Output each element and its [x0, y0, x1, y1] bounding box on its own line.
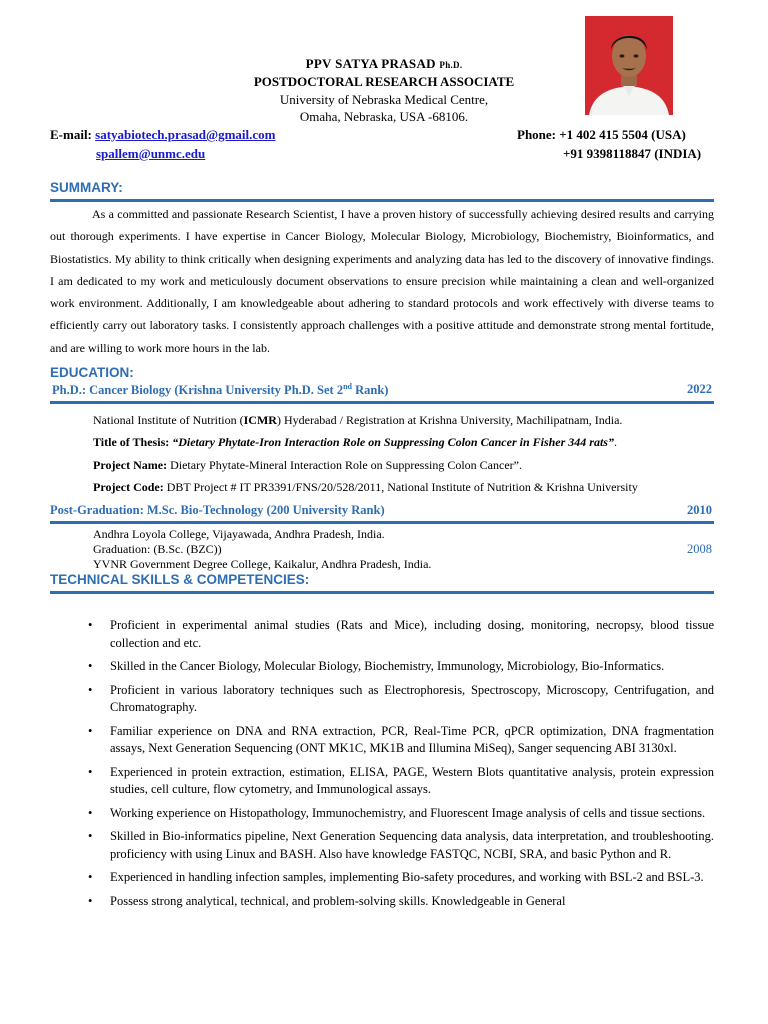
pg-year: 2010	[687, 503, 712, 517]
list-item: • Working experience on Histopathology, Immunochemistry, and Fluorescent Image analysis of cells and tissue sections.	[50, 805, 714, 823]
job-title: POSTDOCTORAL RESEARCH ASSOCIATE	[253, 74, 515, 89]
phone-india: +91 9398118847 (INDIA)	[563, 146, 702, 161]
list-item: • Proficient in experimental animal studies (Rats and Mice), including dosing, monitoring, necropsy, blood tissue collection and etc.	[50, 617, 714, 652]
phd-inst-suffix: ) Hyderabad / Registration at Krishna University, Machilipatnam, India.	[276, 413, 623, 427]
list-item: • Skilled in the Cancer Biology, Molecular Biology, Biochemistry, Immunology, Microbiology, Bio-Informatics.	[50, 658, 714, 676]
list-item: • Skilled in Bio-informatics pipeline, Next Generation Sequencing data analysis, data interpretation, and troubleshooting. proficiency with using Linux and BASH. Also have knowledge FASTQC, NCBI, SRA, and basic Python and R.	[50, 828, 714, 863]
email-label: E-mail:	[50, 127, 92, 142]
phd-heading-end: Rank)	[352, 383, 389, 398]
list-item: • Possess strong analytical, technical, and problem-solving skills. Knowledgeable in General	[50, 893, 714, 911]
list-item: • Experienced in protein extraction, estimation, ELISA, PAGE, Western Blots quantitative analysis, protein expression studies, cell culture, flow cytometry, and Immunological assays.	[50, 764, 714, 799]
degree-suffix: Ph.D.	[439, 60, 463, 70]
pg-college: Andhra Loyola College, Vijayawada, Andhra Pradesh, India.	[93, 527, 385, 541]
project-name-value: Dietary Phytate-Mineral Interaction Role on Suppressing Colon Cancer”.	[170, 458, 522, 472]
grad-heading: Graduation: (B.Sc. (BZC))	[93, 542, 222, 556]
phd-year: 2022	[687, 382, 712, 396]
education-heading: EDUCATION:	[50, 365, 134, 380]
pg-heading: Post-Graduation: M.Sc. Bio-Technology (200 University Rank)	[50, 503, 385, 517]
phone-row	[517, 127, 686, 143]
person-portrait-icon	[585, 16, 673, 115]
list-item: • Familiar experience on DNA and RNA extraction, PCR, Real-Time PCR, qPCR optimization, DNA fragmentation assays, Next Generation Sequencing (ONT MK1C, MK1B and Illumina MiSeq), Sanger sequencing ABI 3130xl.	[50, 723, 714, 758]
project-name	[93, 458, 522, 473]
phone-label: Phone:	[517, 127, 556, 142]
phd-institution	[93, 413, 622, 428]
name-text: PPV SATYA PRASAD	[305, 56, 436, 71]
phd-inst-bold: ICMR	[243, 413, 277, 427]
section-divider	[50, 521, 714, 524]
project-code-value: DBT Project # IT PR3391/FNS/20/528/2011, National Institute of Nutrition & Krishna University	[166, 480, 638, 494]
phd-rank-suffix: nd	[343, 382, 352, 391]
summary-text: As a committed and passionate Research Scientist, I have a proven history of successfully achieving desired results and carrying out thorough experiments. I have expertise in Cancer Biology, Molecular Biology, Microbiology, Biochemistry, Bioinformatics, and Biostatistics. My ability to think critically when designing experiments and analyzing data has led to the discovery of innovative findings. I am dedicated to my work and meticulously document observations to ensure precision while maintaining a clean and well-organized work environment. Additionally, I am knowledgeable about adhering to standard protocols and work effectively with diverse teams to efficiently carry out laboratory tasks. I consistently approach challenges with a positive attitude and demonstrate strong mental fortitude, and are willing to work more hours in the lab.	[50, 207, 714, 355]
thesis-value: “Dietary Phytate-Iron Interaction Role on Suppressing Colon Cancer in Fisher 344 rats”	[172, 435, 614, 449]
project-code-label: Project Code:	[93, 480, 164, 494]
phd-heading	[52, 382, 388, 398]
section-divider	[50, 199, 714, 202]
section-divider	[50, 401, 714, 404]
skills-heading: TECHNICAL SKILLS & COMPETENCIES:	[50, 572, 310, 587]
grad-year: 2008	[687, 542, 712, 556]
project-code	[93, 480, 638, 495]
list-item: • Proficient in various laboratory techniques such as Electrophoresis, Spectroscopy, Microscopy, Centrifugation, and Chromatography.	[50, 682, 714, 717]
list-item: • Experienced in handling infection samples, implementing Bio-safety procedures, and working with BSL-2 and BSL-3.	[50, 869, 714, 887]
summary-heading: SUMMARY:	[50, 180, 123, 195]
email-row	[50, 127, 276, 143]
grad-college: YVNR Government Degree College, Kaikalur, Andhra Pradesh, India.	[93, 557, 432, 571]
email-secondary-link[interactable]: spallem@unmc.edu	[96, 146, 206, 161]
thesis-label: Title of Thesis:	[93, 435, 170, 449]
section-divider	[50, 591, 714, 594]
thesis-title	[93, 435, 617, 450]
location: Omaha, Nebraska, USA -68106.	[299, 109, 469, 124]
phd-heading-text: Ph.D.: Cancer Biology (Krishna University Ph.D. Set 2	[52, 383, 344, 398]
thesis-end: .	[613, 435, 617, 449]
phd-inst-prefix: National Institute of Nutrition (	[93, 413, 244, 427]
institution: University of Nebraska Medical Centre,	[279, 92, 489, 107]
project-name-label: Project Name:	[93, 458, 168, 472]
skills-list	[50, 617, 714, 916]
phone-usa: +1 402 415 5504 (USA)	[559, 127, 686, 142]
email-primary-link[interactable]: satyabiotech.prasad@gmail.com	[95, 127, 276, 142]
profile-photo	[585, 16, 673, 115]
email-secondary-row	[96, 146, 205, 162]
